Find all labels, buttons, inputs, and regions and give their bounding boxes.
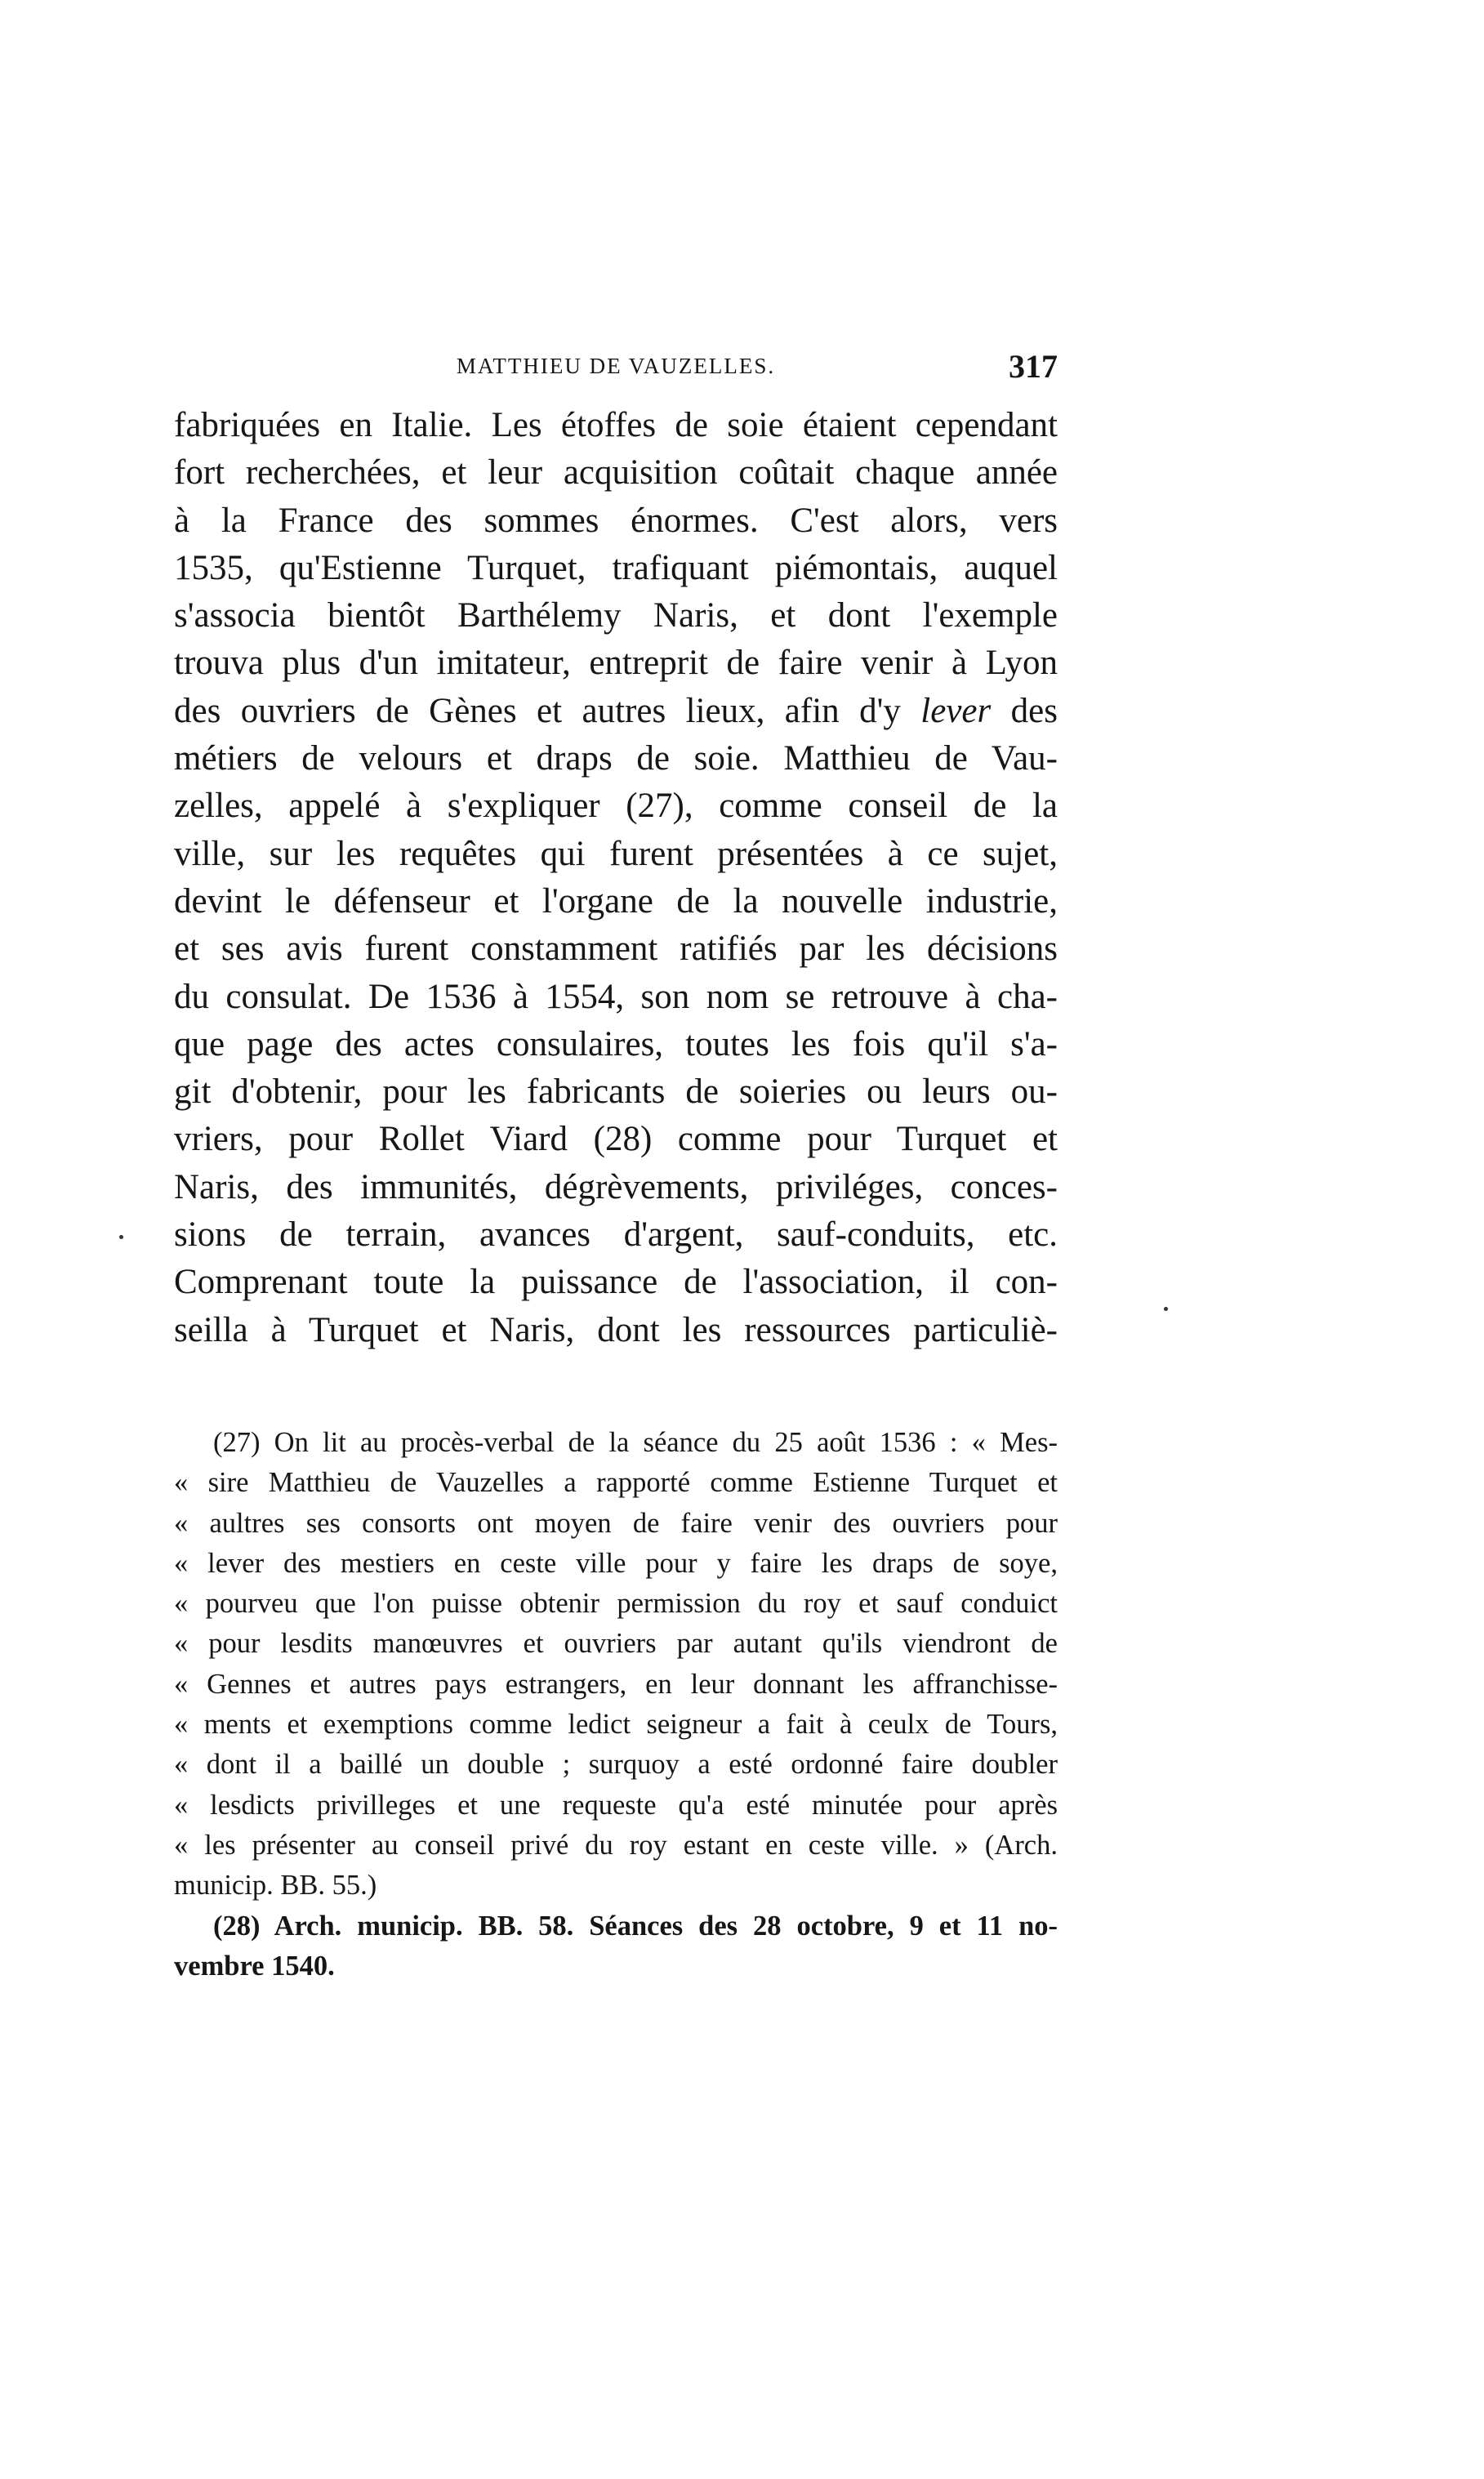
text-line: fort recherchées, et leur acquisition coûtait chaque année <box>174 453 1058 493</box>
text-line: vriers, pour Rollet Viard (28) comme pour Turquet et <box>174 1120 1058 1159</box>
text-line: git d'obtenir, pour les fabricants de soieries ou leurs ou- <box>174 1072 1058 1112</box>
text-line: s'associa bientôt Barthélemy Naris, et dont l'exemple <box>174 596 1058 635</box>
text-line: à la France des sommes énormes. C'est alors, vers <box>174 501 1058 540</box>
footnote-line: « dont il a baillé un double ; surquoy a esté ordonné faire doubler <box>174 1749 1058 1781</box>
footnote-line: municip. BB. 55.) <box>174 1870 377 1902</box>
text-line: Naris, des immunités, dégrèvements, priviléges, conces- <box>174 1167 1058 1206</box>
footnote-27 <box>174 1423 1058 1906</box>
text-line: ville, sur les requêtes qui furent présentées à ce sujet, <box>174 834 1058 873</box>
footnote-line: « les présenter au conseil privé du roy estant en ceste ville. » (Arch. <box>174 1829 1058 1861</box>
text-line: 1535, qu'Estienne Turquet, trafiquant piémontais, auquel <box>174 548 1058 587</box>
text-line: fabriquées en Italie. Les étoffes de soie étaient cependant <box>174 406 1058 444</box>
text-line: du consulat. De 1536 à 1554, son nom se retrouve à cha- <box>174 977 1058 1016</box>
footnote-line: « lesdicts privilleges et une requeste qu'a esté minutée pour après <box>174 1789 1058 1821</box>
footnote-line: (27) On lit au procès-verbal de la séance du 25 août 1536 : « Mes- <box>213 1427 1058 1458</box>
footnote-line: « pour lesdits manœuvres et ouvriers par autant qu'ils viendront de <box>174 1628 1058 1660</box>
footnote-line: « Gennes et autres pays estrangers, en leur donnant les affranchisse- <box>174 1668 1058 1700</box>
footnote-line: « ments et exemptions comme ledict seigneur a fait à ceulx de Tours, <box>174 1709 1058 1741</box>
text-line: que page des actes consulaires, toutes les fois qu'il s'a- <box>174 1024 1058 1063</box>
footnote-line: « sire Matthieu de Vauzelles a rapporté comme Estienne Turquet et <box>174 1467 1058 1499</box>
footnote-line: « aultres ses consorts ont moyen de faire venir des ouvriers pour <box>174 1507 1058 1539</box>
text-line: métiers de velours et draps de soie. Matthieu de Vau- <box>174 739 1058 778</box>
footnote-28 <box>174 1906 1058 1987</box>
text-line: trouva plus d'un imitateur, entreprit de faire venir à Lyon <box>174 644 1058 683</box>
text-line: et ses avis furent constamment ratifiés par les décisions <box>174 930 1058 969</box>
speck <box>1164 1307 1168 1311</box>
footnote-line: vembre 1540. <box>174 1950 335 1982</box>
footnotes <box>174 1423 1058 1986</box>
main-text <box>174 402 1058 1354</box>
text-segment: des <box>991 691 1058 730</box>
running-title: MATTHIEU DE VAUZELLES. <box>456 354 776 378</box>
italic-word: lever <box>920 691 992 730</box>
footnote-line: « lever des mestiers en ceste ville pour y faire les draps de soye, <box>174 1547 1058 1579</box>
text-line: sions de terrain, avances d'argent, sauf-conduits, etc. <box>174 1215 1058 1255</box>
text-segment: des ouvriers de Gènes et autres lieux, afin d'y <box>174 691 921 730</box>
footnote-line: (28) Arch. municip. BB. 58. Séances des 28 octobre, 9 et 11 no- <box>213 1910 1058 1942</box>
footnote-line: « pourveu que l'on puisse obtenir permission du roy et sauf conduict <box>174 1588 1058 1620</box>
speck <box>119 1235 123 1239</box>
page-number: 317 <box>1009 348 1058 385</box>
text-line: Comprenant toute la puissance de l'association, il con- <box>174 1263 1058 1302</box>
text-line: devint le défenseur et l'organe de la nouvelle industrie, <box>174 881 1058 921</box>
text-line <box>174 688 1058 735</box>
text-line: zelles, appelé à s'expliquer (27), comme conseil de la <box>174 787 1058 826</box>
page-header <box>174 347 1058 388</box>
text-line: seilla à Turquet et Naris, dont les ressources particuliè- <box>174 1310 1058 1349</box>
